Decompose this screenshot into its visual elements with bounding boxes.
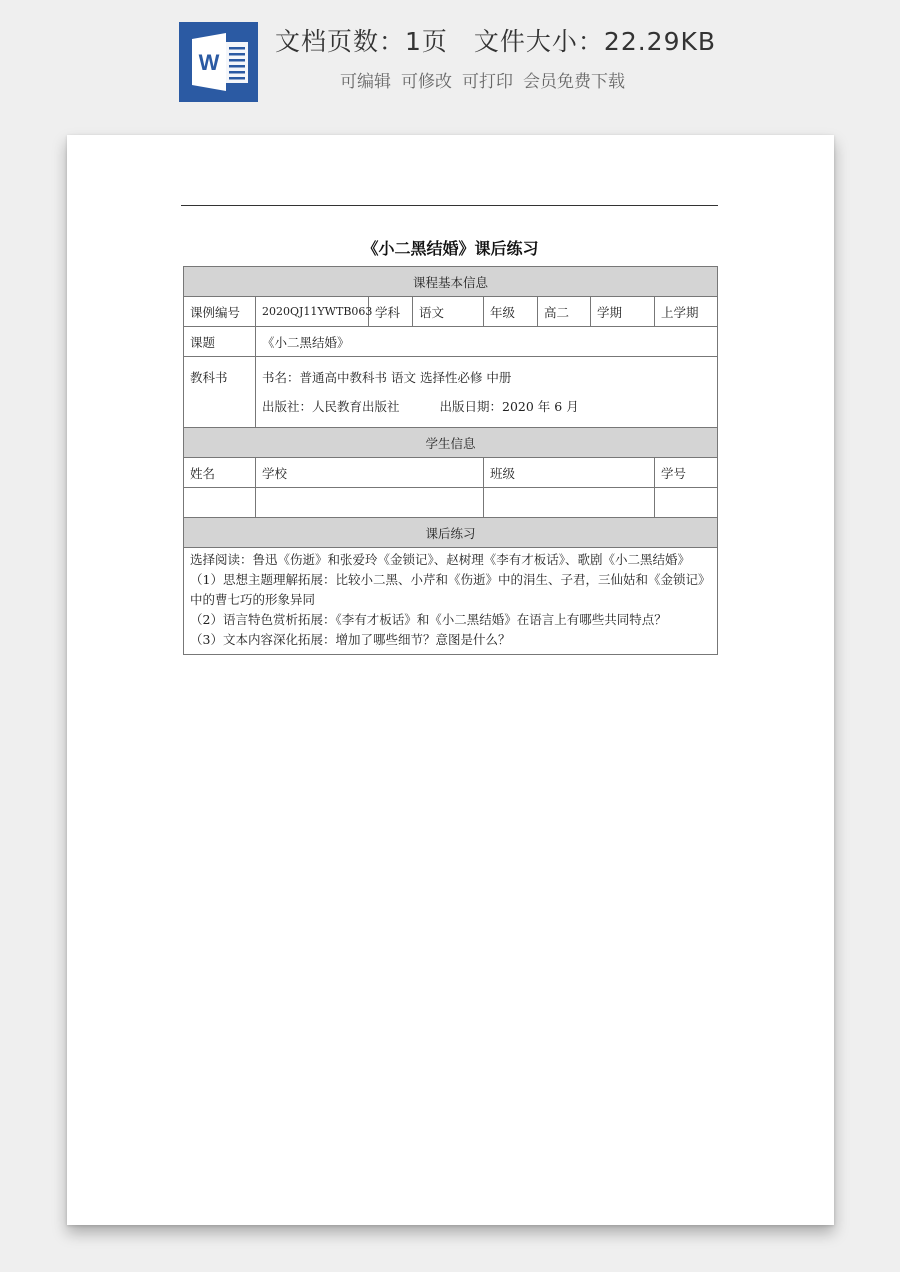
document-page bbox=[67, 135, 834, 1225]
student-number-label: 学号 bbox=[655, 458, 718, 488]
subject-value: 语文 bbox=[413, 297, 484, 327]
student-name-label: 姓名 bbox=[184, 458, 256, 488]
grade-value: 高二 bbox=[538, 297, 591, 327]
section-student-info: 学生信息 bbox=[184, 428, 718, 458]
student-class-field[interactable] bbox=[484, 488, 655, 518]
textbook-publisher: 出版社：人民教育出版社 bbox=[262, 399, 400, 414]
perm-modifiable: 可修改 bbox=[401, 72, 452, 92]
exercise-item-2: （2）语言特色赏析拓展：《李有才板话》和《小二黑结婚》在语言上有哪些共同特点？ bbox=[190, 612, 667, 627]
file-info-header bbox=[0, 0, 900, 135]
page-count-text: 文档页数：1页 bbox=[275, 27, 448, 56]
exercise-item-1: （1）思想主题理解拓展：比较小二黑、小芹和《伤逝》中的涓生、子君，三仙姑和《金锁记》中的曹七巧的形象异同 bbox=[190, 572, 711, 607]
term-label: 学期 bbox=[591, 297, 655, 327]
document-title: 《小二黑结婚》课后练习 bbox=[362, 239, 539, 258]
student-class-label: 班级 bbox=[484, 458, 655, 488]
section-basic-info: 课程基本信息 bbox=[184, 267, 718, 297]
perm-editable: 可编辑 bbox=[340, 72, 391, 92]
textbook-label-text: 教科书 bbox=[190, 370, 228, 385]
textbook-name: 书名：普通高中教科书 语文 选择性必修 中册 bbox=[262, 370, 512, 385]
exercise-item-3: （3）文本内容深化拓展：增加了哪些细节？意图是什么？ bbox=[190, 632, 511, 647]
logo-letter: W bbox=[198, 50, 220, 75]
file-meta-line bbox=[275, 22, 716, 58]
perm-printable: 可打印 bbox=[462, 72, 513, 92]
textbook-publisher-line bbox=[262, 392, 711, 421]
student-school-label: 学校 bbox=[256, 458, 484, 488]
header-rule bbox=[181, 205, 718, 206]
exercise-content bbox=[184, 548, 718, 655]
word-document-icon bbox=[179, 22, 258, 102]
course-table bbox=[183, 266, 718, 655]
topic-value: 《小二黑结婚》 bbox=[256, 327, 718, 357]
student-number-field[interactable] bbox=[655, 488, 718, 518]
file-size-text: 文件大小：22.29KB bbox=[473, 27, 717, 56]
topic-label: 课题 bbox=[184, 327, 256, 357]
perm-member-download: 会员免费下载 bbox=[523, 72, 625, 92]
student-school-field[interactable] bbox=[256, 488, 484, 518]
grade-label: 年级 bbox=[484, 297, 538, 327]
course-id-value: 2020QJ11YWTB063 bbox=[256, 297, 369, 327]
permissions-line bbox=[340, 67, 635, 92]
textbook-label bbox=[184, 357, 256, 428]
student-name-field[interactable] bbox=[184, 488, 256, 518]
section-exercises: 课后练习 bbox=[184, 518, 718, 548]
textbook-publish-date: 出版日期：2020 年 6 月 bbox=[439, 399, 579, 414]
term-value: 上学期 bbox=[655, 297, 718, 327]
exercise-intro: 选择阅读：鲁迅《伤逝》和张爱玲《金锁记》、赵树理《李有才板话》、歌剧《小二黑结婚》 bbox=[190, 552, 691, 567]
course-id-label: 课例编号 bbox=[184, 297, 256, 327]
textbook-info bbox=[256, 357, 718, 428]
subject-label: 学科 bbox=[369, 297, 413, 327]
